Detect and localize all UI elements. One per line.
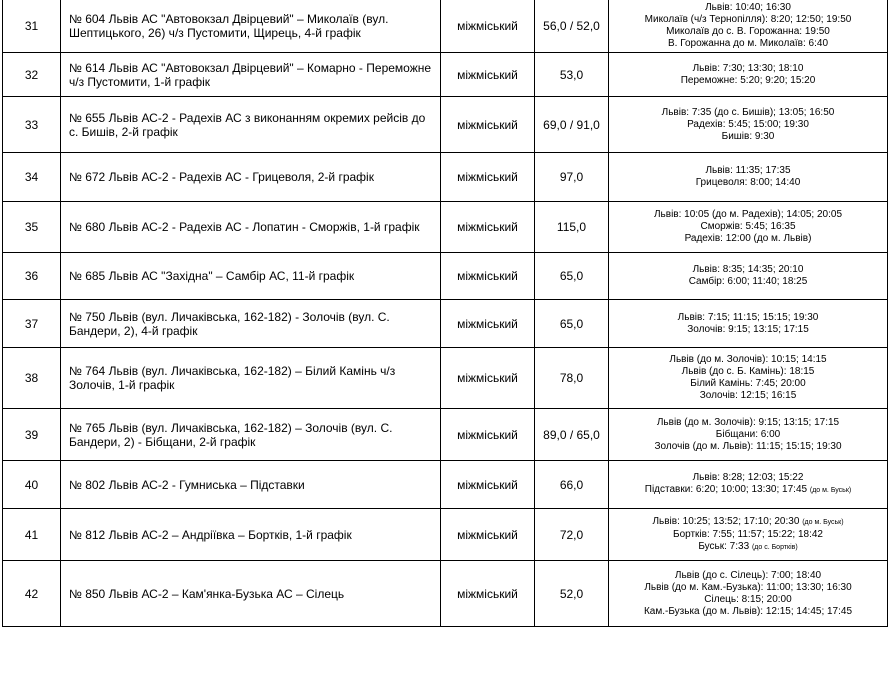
schedule-line [611, 2, 885, 14]
schedule-text: Золочів: 12:15; 16:15 [699, 390, 797, 401]
schedule-text: Сілець: 8:15; 20:00 [704, 593, 792, 605]
route-type-cell: міжміський [441, 409, 535, 461]
schedule-text: Грицеволя: 8:00; 14:40 [695, 177, 801, 188]
route-number-cell: 33 [3, 97, 61, 153]
table-row [3, 300, 888, 348]
route-distance-cell: 53,0 [535, 53, 609, 97]
route-name-cell: № 655 Львів АС-2 - Радехів АС з виконанням окремих рейсів до с. Бишів, 2-й графік [61, 97, 441, 153]
route-name-cell: № 680 Львів АС-2 - Радехів АС - Лопатин - Сморжів, 1-й графік [61, 202, 441, 253]
route-name-cell: № 614 Львів АС "Автовокзал Двірцевий" – Комарно - Переможне ч/з Пустомити, 1-й графік [61, 53, 441, 97]
table-row [3, 409, 888, 461]
schedule-line [611, 570, 885, 582]
schedule-text: Кам.-Бузька (до м. Львів): 12:15; 14:45; 17:45 [643, 605, 853, 617]
schedule-text: Львів: 11:35; 17:35 [705, 165, 791, 176]
route-distance-cell: 56,0 / 52,0 [535, 0, 609, 53]
route-number-cell: 38 [3, 348, 61, 409]
table-row [3, 202, 888, 253]
schedule-line [611, 582, 885, 594]
route-type-cell: міжміський [441, 461, 535, 509]
schedule-cell [609, 409, 888, 461]
route-type-cell: міжміський [441, 153, 535, 202]
route-name-cell: № 672 Львів АС-2 - Радехів АС - Грицеволя, 2-й графік [61, 153, 441, 202]
route-number-cell: 32 [3, 53, 61, 97]
schedule-text: Бібщани: 6:00 [715, 428, 781, 440]
route-distance-cell: 115,0 [535, 202, 609, 253]
route-number-cell: 40 [3, 461, 61, 509]
schedule-line [611, 366, 885, 378]
route-name-cell: № 685 Львів АС "Західна" – Самбір АС, 11-й графік [61, 253, 441, 300]
route-number-cell: 31 [3, 0, 61, 53]
route-number-cell: 36 [3, 253, 61, 300]
route-number-cell: 37 [3, 300, 61, 348]
route-distance-cell: 65,0 [535, 253, 609, 300]
schedule-text: Львів (до с. Сілець): 7:00; 18:40 [674, 569, 822, 581]
schedule-line [611, 390, 885, 402]
route-name-cell: № 850 Львів АС-2 – Кам'янка-Бузька АС – Сілець [61, 561, 441, 627]
schedule-text: Миколаїв до с. В. Горожанна: 19:50 [666, 25, 830, 37]
schedule-line [611, 484, 885, 497]
route-type-cell: міжміський [441, 253, 535, 300]
route-number-cell: 34 [3, 153, 61, 202]
route-type-cell: міжміський [441, 53, 535, 97]
route-number-cell: 35 [3, 202, 61, 253]
schedule-text: Радехів: 5:45; 15:00; 19:30 [687, 118, 809, 130]
schedule-note: (до м. Буськ) [809, 487, 852, 494]
routes-table [2, 0, 888, 627]
schedule-line [611, 131, 885, 143]
table-row [3, 153, 888, 202]
table-row [3, 509, 888, 561]
schedule-line [611, 209, 885, 221]
schedule-line [611, 264, 885, 276]
schedule-line [611, 472, 885, 484]
route-number-cell: 42 [3, 561, 61, 627]
route-distance-cell: 72,0 [535, 509, 609, 561]
route-distance-cell: 89,0 / 65,0 [535, 409, 609, 461]
schedule-text: Львів (до м. Золочів): 10:15; 14:15 [669, 354, 827, 365]
route-distance-cell: 69,0 / 91,0 [535, 97, 609, 153]
table-row [3, 53, 888, 97]
route-name-cell: № 802 Львів АС-2 - Гумниська – Підставки [61, 461, 441, 509]
route-type-cell: міжміський [441, 97, 535, 153]
schedule-text: Білий Камінь: 7:45; 20:00 [690, 378, 806, 389]
schedule-line [611, 165, 885, 177]
schedule-cell [609, 202, 888, 253]
schedule-line [611, 119, 885, 131]
schedule-text: Буськ: 7:33 [698, 540, 752, 552]
route-number-cell: 39 [3, 409, 61, 461]
schedule-text: Сморжів: 5:45; 16:35 [700, 221, 796, 232]
route-distance-cell: 66,0 [535, 461, 609, 509]
table-row [3, 348, 888, 409]
schedule-line [611, 378, 885, 390]
schedule-cell [609, 253, 888, 300]
route-type-cell: міжміський [441, 202, 535, 253]
route-distance-cell: 65,0 [535, 300, 609, 348]
schedule-line [611, 541, 885, 554]
route-name-cell: № 750 Львів (вул. Личаківська, 162-182) - Золочів (вул. С. Бандери, 2), 4-й графік [61, 300, 441, 348]
schedule-cell [609, 509, 888, 561]
schedule-text: Підставки: 6:20; 10:00; 13:30; 17:45 [644, 484, 810, 495]
route-type-cell: міжміський [441, 300, 535, 348]
schedule-line [611, 75, 885, 87]
schedule-line [611, 14, 885, 26]
route-distance-cell: 52,0 [535, 561, 609, 627]
table-row [3, 0, 888, 53]
schedule-text: Радехів: 12:00 (до м. Львів) [684, 233, 812, 244]
route-name-cell: № 765 Львів (вул. Личаківська, 162-182) – Золочів (вул. С. Бандери, 2) - Бібщани, 2-й графік [61, 409, 441, 461]
route-distance-cell: 97,0 [535, 153, 609, 202]
schedule-cell [609, 97, 888, 153]
schedule-text: Львів: 7:30; 13:30; 18:10 [692, 62, 804, 74]
schedule-line [611, 177, 885, 189]
table-row [3, 561, 888, 627]
schedule-text: Львів: 8:28; 12:03; 15:22 [692, 472, 804, 483]
route-name-cell: № 764 Львів (вул. Личаківська, 162-182) – Білий Камінь ч/з Золочів, 1-й графік [61, 348, 441, 409]
schedule-cell [609, 53, 888, 97]
schedule-line [611, 529, 885, 541]
schedule-text: Львів (до м. Кам.-Бузька): 11:00; 13:30; 16:30 [644, 581, 852, 593]
schedule-cell [609, 348, 888, 409]
schedule-line [611, 429, 885, 441]
schedule-line [611, 354, 885, 366]
schedule-text: Переможне: 5:20; 9:20; 15:20 [680, 74, 816, 86]
table-row [3, 253, 888, 300]
schedule-cell [609, 153, 888, 202]
schedule-note: (до с. Бортків) [751, 543, 798, 551]
schedule-text: Львів: 7:15; 11:15; 15:15; 19:30 [677, 311, 819, 323]
route-name-cell: № 604 Львів АС "Автовокзал Двірцевий" – Миколаїв (вул. Шептицького, 26) ч/з Пустомити, Щирець, 4-й графік [61, 0, 441, 53]
schedule-text: Миколаїв (ч/з Тернопілля): 8:20; 12:50; 19:50 [644, 13, 852, 25]
schedule-text: Львів: 10:40; 16:30 [705, 1, 791, 13]
schedule-text: Золочів (до м. Львів): 11:15; 15:15; 19:30 [654, 440, 842, 452]
schedule-text: Львів (до м. Золочів): 9:15; 13:15; 17:15 [656, 416, 840, 428]
schedule-text: Львів (до с. Б. Камінь): 18:15 [681, 366, 815, 377]
schedule-text: Бишів: 9:30 [721, 130, 775, 142]
schedule-cell [609, 561, 888, 627]
schedule-line [611, 417, 885, 429]
schedule-text: Львів: 7:35 (до с. Бишів); 13:05; 16:50 [661, 106, 835, 118]
schedule-note: (до м. Буськ) [802, 518, 844, 526]
route-type-cell: міжміський [441, 0, 535, 53]
schedule-text: Львів: 8:35; 14:35; 20:10 [692, 264, 804, 275]
route-distance-cell: 78,0 [535, 348, 609, 409]
schedule-text: Львів: 10:05 (до м. Радехів); 14:05; 20:05 [653, 209, 843, 220]
route-number-cell: 41 [3, 509, 61, 561]
schedule-line [611, 107, 885, 119]
table-row [3, 461, 888, 509]
schedule-text: Золочів: 9:15; 13:15; 17:15 [687, 323, 809, 335]
schedule-cell [609, 0, 888, 53]
schedule-line [611, 441, 885, 453]
schedule-line [611, 63, 885, 75]
schedule-cell [609, 461, 888, 509]
schedule-line [611, 26, 885, 38]
schedule-text: Бортків: 7:55; 11:57; 15:22; 18:42 [673, 528, 823, 540]
schedule-line [611, 276, 885, 288]
schedule-line [611, 516, 885, 529]
schedule-line [611, 233, 885, 245]
schedule-line [611, 312, 885, 324]
schedule-line [611, 324, 885, 336]
schedule-cell [609, 300, 888, 348]
schedule-line [611, 594, 885, 606]
route-type-cell: міжміський [441, 509, 535, 561]
route-type-cell: міжміський [441, 348, 535, 409]
schedule-text: В. Горожанна до м. Миколаїв: 6:40 [667, 37, 829, 49]
table-row [3, 97, 888, 153]
route-name-cell: № 812 Львів АС-2 – Андріївка – Бортків, 1-й графік [61, 509, 441, 561]
schedule-text: Самбір: 6:00; 11:40; 18:25 [688, 276, 808, 287]
schedule-text: Львів: 10:25; 13:52; 17:10; 20:30 [652, 515, 803, 527]
route-type-cell: міжміський [441, 561, 535, 627]
schedule-line [611, 221, 885, 233]
schedule-line [611, 38, 885, 50]
schedule-line [611, 606, 885, 618]
